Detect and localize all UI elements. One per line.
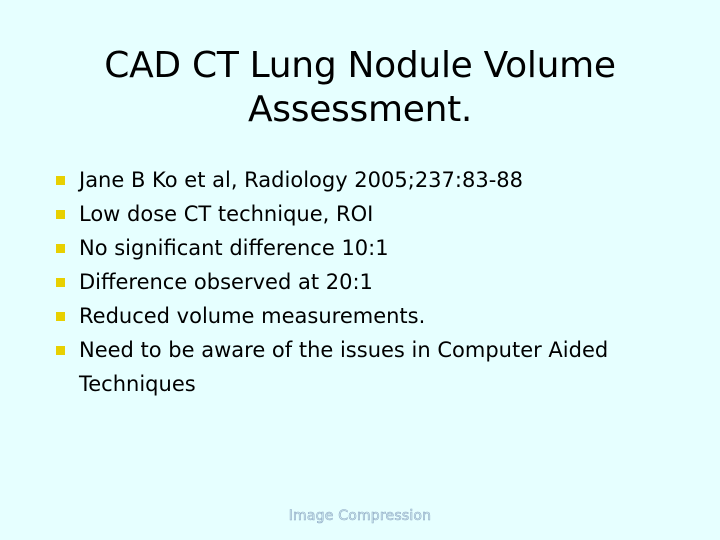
bullet-item <box>50 163 650 197</box>
bullet-text: Jane B Ko et al, Radiology 2005;237:83-88 <box>79 168 524 192</box>
square-bullet-icon <box>56 176 65 185</box>
bullet-text: Low dose CT technique, ROI <box>79 202 374 226</box>
square-bullet-icon <box>56 244 65 253</box>
bullet-text: Difference observed at 20:1 <box>79 270 373 294</box>
slide-title: CAD CT Lung Nodule Volume Assessment. <box>104 45 616 130</box>
bullet-text: No significant difference 10:1 <box>79 236 389 260</box>
bullet-item <box>50 231 650 265</box>
bullet-item <box>50 197 650 231</box>
bullet-item <box>50 265 650 299</box>
bullet-text: Reduced volume measurements. <box>79 304 426 328</box>
square-bullet-icon <box>56 210 65 219</box>
slide-footer: Image Compression <box>288 508 432 524</box>
square-bullet-icon <box>56 278 65 287</box>
square-bullet-icon <box>56 346 65 355</box>
bullet-item <box>50 333 650 401</box>
bullet-list <box>50 163 650 401</box>
square-bullet-icon <box>56 312 65 321</box>
bullet-text: Need to be aware of the issues in Computer Aided Techniques <box>79 338 609 396</box>
bullet-item <box>50 299 650 333</box>
